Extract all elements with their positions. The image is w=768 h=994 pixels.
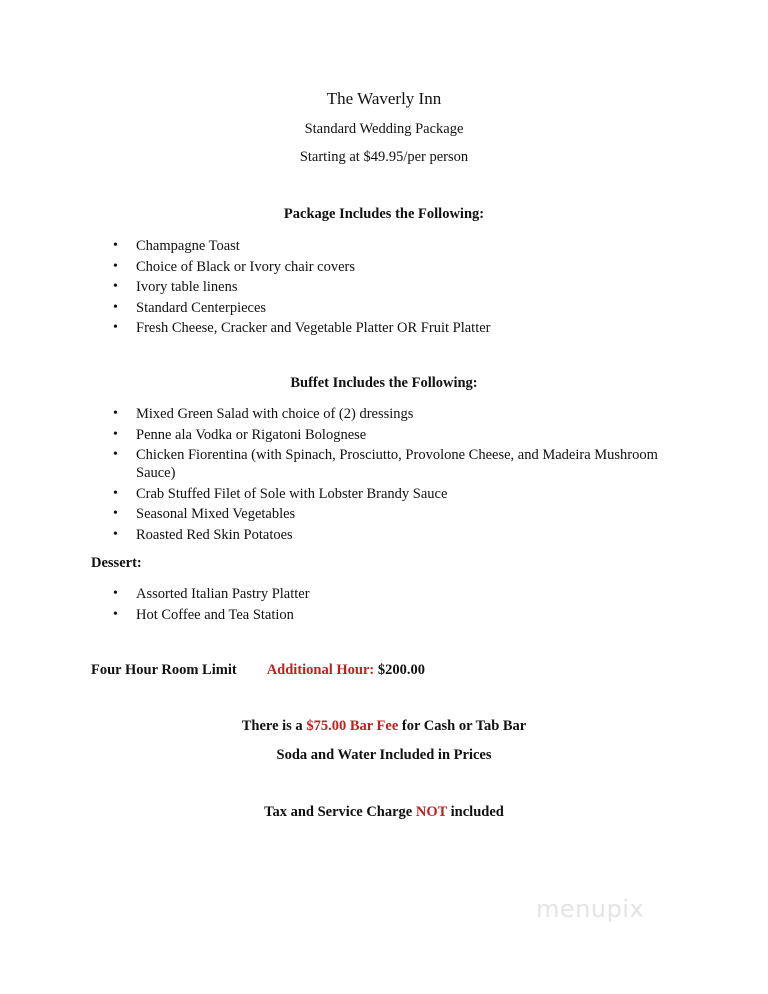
bullet-icon: • (113, 320, 118, 336)
list-item: • Ivory table linens (113, 279, 238, 296)
bullet-icon: • (113, 447, 118, 463)
list-item: • Chicken Fiorentina (with Spinach, Prosciutto, Provolone Cheese, and Madeira Mushroom Sauce) (113, 447, 658, 482)
additional-hour-price: $200.00 (377, 662, 425, 678)
buffet-list (0, 405, 768, 547)
watermark-logo: menupix (536, 895, 645, 923)
package-name: Standard Wedding Package (304, 121, 464, 137)
bullet-icon: • (113, 606, 118, 622)
bullet-icon: • (113, 299, 118, 315)
list-item: • Choice of Black or Ivory chair covers (113, 258, 356, 275)
additional-hour-label: Additional Hour: (266, 662, 375, 678)
list-item: • Assorted Italian Pastry Platter (113, 586, 310, 602)
bullet-icon: • (113, 506, 118, 522)
bullet-icon: • (113, 258, 118, 274)
room-limit-label: Four Hour Room Limit (91, 662, 237, 678)
tax-emphasis: NOT (415, 804, 448, 820)
list-item: • Fresh Cheese, Cracker and Vegetable Platter OR Fruit Platter (113, 320, 491, 337)
dessert-list (0, 585, 768, 626)
venue-name: The Waverly Inn (326, 89, 442, 108)
soda-note: Soda and Water Included in Prices (276, 747, 492, 763)
dessert-label: Dessert: (91, 555, 142, 571)
bar-fee-note: There is a $75.00 Bar Fee for Cash or Tab Bar (241, 718, 527, 734)
bullet-icon: • (113, 586, 118, 601)
package-list (0, 237, 768, 340)
list-item: • Standard Centerpieces (113, 299, 267, 316)
list-item: • Seasonal Mixed Vegetables (113, 506, 296, 523)
list-item: • Hot Coffee and Tea Station (113, 606, 294, 623)
bar-fee-amount: $75.00 Bar Fee (306, 718, 399, 734)
list-item: • Crab Stuffed Filet of Sole with Lobster Brandy Sauce (113, 485, 448, 502)
bullet-icon: • (113, 426, 118, 442)
bullet-icon: • (113, 279, 118, 295)
room-limit-row (91, 662, 425, 679)
list-item: • Champagne Toast (113, 238, 240, 254)
tax-note: Tax and Service Charge NOT included (264, 804, 504, 820)
list-item: • Mixed Green Salad with choice of (2) dressings (113, 406, 414, 422)
bullet-icon: • (113, 485, 118, 501)
list-item: • Penne ala Vodka or Rigatoni Bolognese (113, 426, 367, 443)
bullet-icon: • (113, 406, 118, 421)
buffet-heading: Buffet Includes the Following: (290, 375, 478, 391)
list-item: • Roasted Red Skin Potatoes (113, 526, 293, 543)
starting-price: Starting at $49.95/per person (299, 149, 469, 165)
package-heading: Package Includes the Following: (283, 206, 485, 222)
bullet-icon: • (113, 526, 118, 542)
bullet-icon: • (113, 238, 118, 253)
